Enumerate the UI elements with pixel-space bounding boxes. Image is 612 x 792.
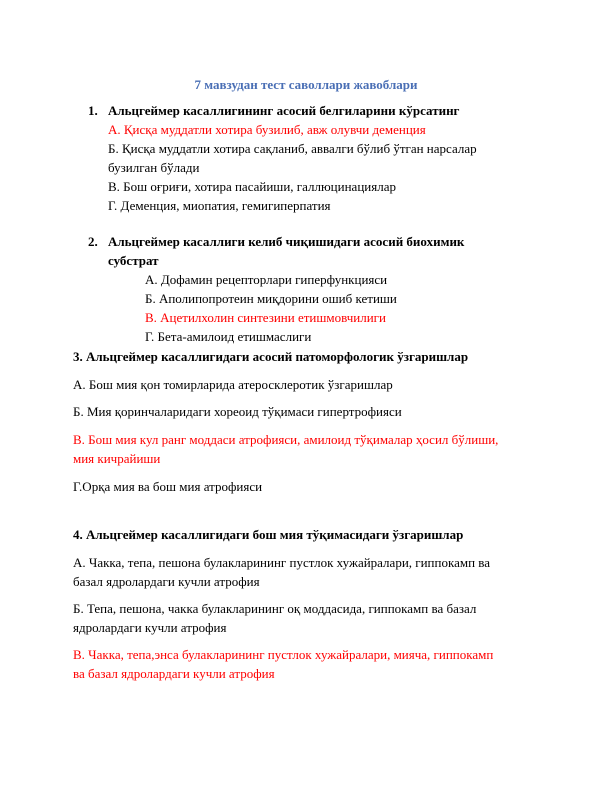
q3-answer-a: А. Бош мия қон томирларида атеросклеротик ўзгаришлар (73, 377, 393, 392)
q4-answer-c-correct (73, 645, 543, 683)
q3-answer-d: Г.Орқа мия ва бош мия атрофияси (73, 479, 263, 494)
answer-d: Г. Бета-амилоид етишмаслиги (145, 329, 312, 344)
q3-answer-b: Б. Мия қоринчаларидаги хореоид тўқимаси гипертрофияси (73, 404, 402, 419)
answer-a-correct: А. Қисқа муддатли хотира бузилиб, авж олувчи деменция (108, 122, 426, 137)
question-number: 1. (88, 103, 98, 118)
q4-answer-a (73, 553, 543, 591)
answer-line-2: ва базал ядролардаги кучли атрофия (73, 666, 275, 681)
question-text: Альцгеймер касаллигининг асосий белгиларини кўрсатинг (108, 103, 460, 118)
answer-b: Б. Аполипопротеин миқдорини ошиб кетиши (145, 291, 397, 306)
question-text-line-1: Альцгеймер касаллиги келиб чиқишидаги асосий биохимик (108, 234, 465, 249)
answer-line-1: А. Чакка, тепа, пешона булакларининг пустлок хужайралари, гиппокамп ва (73, 555, 491, 570)
question-text (108, 232, 548, 270)
answer-c-correct: В. Ацетилхолин синтезини етишмовчилиги (145, 310, 386, 325)
q3-answer-c-correct (73, 430, 543, 468)
answer-line-1: Б. Тепа, пешона, чакка булакларининг оқ моддасида, гиппокамп ва базал (73, 601, 477, 616)
answer-b-line-2: бузилган бўлади (108, 160, 200, 175)
question-number: 2. (88, 234, 98, 249)
question-3-heading: 3. Альцгеймер касаллигидаги асосий патоморфологик ўзгаришлар (73, 349, 469, 364)
question-2-heading (88, 232, 548, 270)
question-2 (88, 232, 548, 346)
question-text-line-2: субстрат (108, 253, 159, 268)
q4-answer-b (73, 599, 543, 637)
answer-b-line-1: Б. Қисқа муддатли хотира сақланиб, аввалги бўлиб ўтган нарсалар (108, 141, 477, 156)
page-title: 7 мавзудан тест саволлари жавоблари (194, 77, 418, 92)
answer-a: А. Дофамин рецепторлари гиперфункцияси (145, 272, 388, 287)
question-4-heading: 4. Альцгеймер касаллигидаги бош мия тўқимасидаги ўзгаришлар (73, 527, 464, 542)
answer-line-1: В. Чакка, тепа,энса булакларининг пустлок хужайралари, мияча, гиппокамп (73, 647, 494, 662)
question-1-heading (88, 101, 548, 120)
question-1 (88, 101, 548, 215)
answer-line-2: ядролардаги кучли атрофия (73, 620, 227, 635)
answer-line-2: базал ядролардаги кучли атрофия (73, 574, 260, 589)
answer-d: Г. Деменция, миопатия, гемигиперпатия (108, 198, 331, 213)
answer-line-2: мия кичрайиши (73, 451, 161, 466)
answer-c: В. Бош оғриғи, хотира пасайиши, галлюцинациялар (108, 179, 396, 194)
answer-line-1: В. Бош мия кул ранг моддаси атрофияси, амилоид тўқималар ҳосил бўлиши, (73, 432, 499, 447)
